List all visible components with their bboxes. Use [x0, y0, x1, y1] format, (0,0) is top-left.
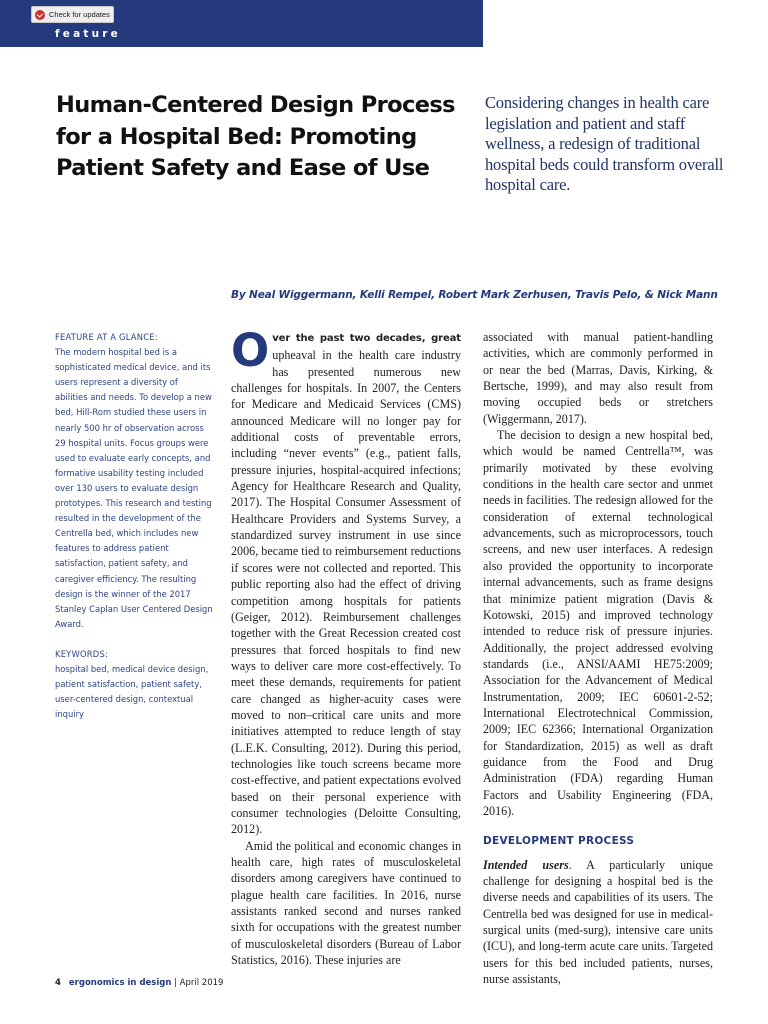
paragraph-3: associated with manual patient-handling activities, which are commonly performed in or near the bed (Marras, Davis, Kirking, & Bertsche, 1999), and may also result from moving occupied beds or stretchers (Wiggermann, 2017).	[483, 330, 713, 426]
run-in-heading: Intended users	[483, 857, 569, 872]
paragraph-5	[483, 857, 713, 988]
section-label: feature	[55, 28, 121, 40]
header-bar	[0, 0, 483, 47]
article-title: Human-Centered Design Process for a Hospital Bed: Promoting Patient Safety and Ease of Use	[56, 92, 455, 181]
byline: By Neal Wiggermann, Kelli Rempel, Robert Mark Zerhusen, Travis Pelo, & Nick Mann	[231, 289, 718, 301]
paragraph-1	[231, 324, 461, 838]
keywords-heading: KEYWORDS:	[55, 648, 108, 659]
paragraph-1-text: upheaval in the health care industry has presented numerous new challenges for hospitals. In 2007, the Centers for Medicare and Medicaid Services (CMS) announced Medicare will no longer pay for additional costs of preventable errors, including “never events” (e.g., patient falls, pressure injuries, hospital-acquired infections; Agency for Healthcare Research and Quality, 2017). The Hospital Consumer Assessment of Healthcare Providers and Systems Survey, a standardized survey instrument in use since 2006, became tied to reimbursement reductions if scores were not collected and reported. This public reporting also had the effect of driving competition among hospitals for patients (Geiger, 2012). Reimbursement challenges together with the Great Recession created cost pressures that forced hospitals to find new ways to deliver care more cost-effectively. To meet these demands, requirements for patient care changed as higher-acuity cases were moved to non–critical care units and more initiatives attempted to reduce length of stay (L.E.K. Consulting, 2012). During this period, technologies like touch screens became more cost-effective, and patient expectations evolved based on their personal experience with consumer technologies (Deloitte Consulting, 2012).	[231, 348, 461, 837]
paragraph-2: Amid the political and economic changes in health care, high rates of musculoskeletal disorders among caregivers have continued to plague health care facilities. In 2016, nurse assistants ranked second and nurses ranked sixth for occupations with the greatest number of musculoskeletal disorders (Bureau of Labor Statistics, 2016). These injuries are	[231, 838, 461, 968]
sidebar	[55, 330, 213, 722]
keywords-text: hospital bed, medical device design, patient satisfaction, patient safety, user-centered design, contextual inquiry	[55, 663, 209, 720]
drop-cap: O	[231, 324, 270, 377]
glance-heading: FEATURE AT A GLANCE:	[55, 332, 158, 342]
check-updates-icon	[35, 10, 45, 20]
page-number: 4	[55, 978, 61, 988]
check-updates-label: Check for updates	[49, 10, 110, 19]
page-footer	[55, 978, 223, 988]
paragraph-5-text: . A particularly unique challenge for designing a hospital bed is the diverse needs and capabilities of its users. The Centrella bed was designed for use in medical-surgical units (med-surg), intensive care units (ICU), and long-term acute care units. Targeted users for this bed included patients, nurses, nurse assistants,	[483, 857, 713, 987]
paragraph-4: The decision to design a new hospital bed, which would be named Centrella™, was primarily motivated by these evolving conditions in the health care sector and unmet needs in facilities. The redesign allowed for the consideration of external technological advancements, such as microprocessors, touch screens, and new user interfaces. A redesign also provided the opportunity to incorporate internal advancements, such as frame designs that minimize patient migration (Davis & Kotowski, 2015) and improved technology intended to reduce risk of pressure injuries. Additionally, the project addressed evolving standards (i.e., ANSI/AAMI HE75:2009; Association for the Advancement of Medical Instrumentation, 2009; IEC 60601-2-52; International Electrotechnical Commission, 2009; IEC 62366; International Organization for Standardization, 2015) as well as draft guidance from the Food and Drug Administration (FDA) regarding Human Factors and Usability Engineering (FDA, 2016).	[483, 428, 713, 818]
glance-text: The modern hospital bed is a sophisticated medical device, and its users represent a diversity of abilities and needs. To develop a new bed, Hill-Rom studied these users in nearly 500 hr of observation across 29 hospital units. Focus groups were used to evaluate early concepts, and formative usability testing included over 130 users to evaluate design prototypes. This research and testing resulted in the development of the Centrella bed, which includes new features to address patient satisfaction, patient safety, and caregiver efficiency. The resulting design is the winner of the 2017 Stanley Caplan User Centered Design Award.	[55, 347, 213, 629]
issue-date: | April 2019	[171, 978, 224, 988]
body-column-2	[483, 329, 713, 987]
section-heading: DEVELOPMENT PROCESS	[483, 835, 635, 848]
lead-in: ver the past two decades, great	[272, 333, 461, 344]
check-for-updates-button[interactable]	[31, 6, 114, 23]
article-deck: Considering changes in health care legislation and patient and staff wellness, a redesign of traditional hospital beds could transform overall hospital care.	[485, 93, 724, 194]
magazine-name: ergonomics in design	[68, 978, 172, 988]
body-column-1	[231, 324, 461, 968]
